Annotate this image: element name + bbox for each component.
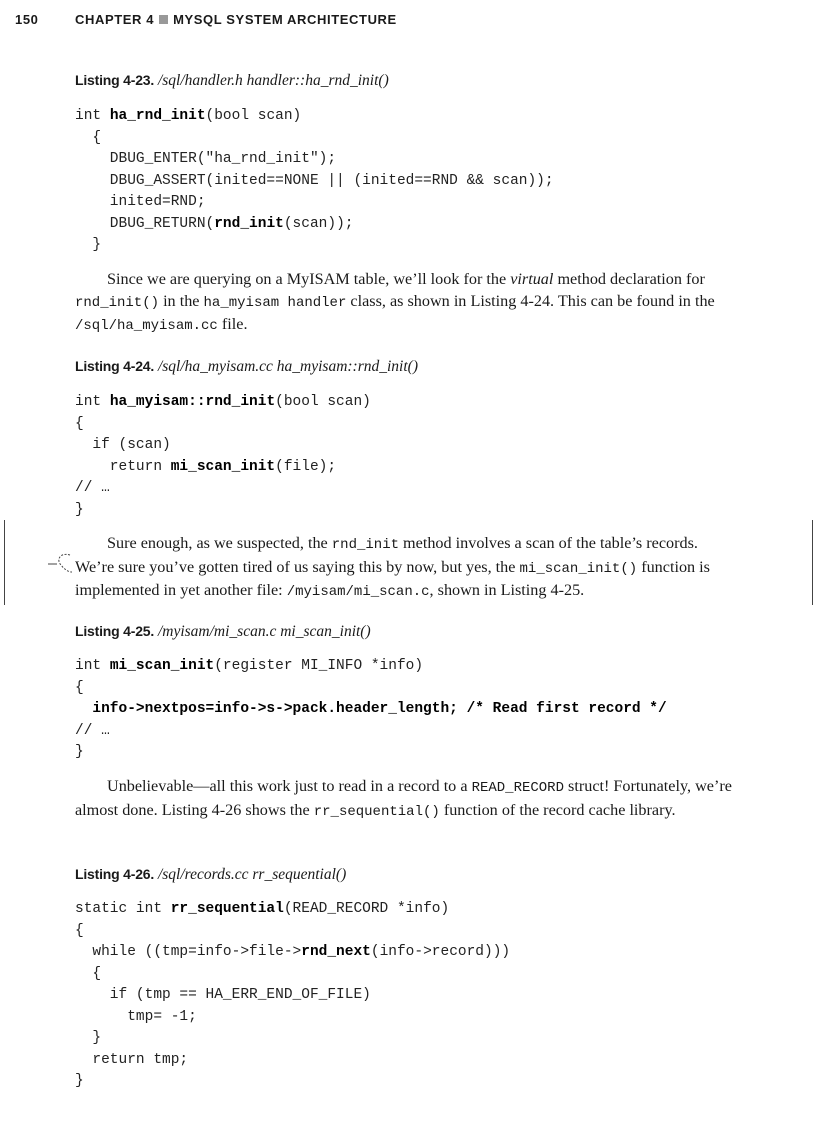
code-line [75, 130, 101, 146]
code-line [75, 923, 84, 939]
page-number: 150 [15, 12, 39, 27]
chapter-label: CHAPTER 4 [75, 12, 155, 27]
paragraph-text: method involves a scan of the table’s records. We’re sure you’ve gotten tired of us saying this by now, but yes, the [75, 534, 698, 576]
code-identifier: rr_sequential [170, 901, 284, 917]
paragraph-text: function of the record cache library. [439, 800, 676, 819]
code-identifier: mi_scan_init [170, 458, 276, 475]
code-line [75, 216, 353, 232]
code-text: if (tmp == HA_ERR_END_OF_FILE) [75, 987, 371, 1003]
listing-title: /sql/ha_myisam.cc ha_myisam::rnd_init() [157, 358, 418, 375]
listing-title: /sql/records.cc rr_sequential() [157, 866, 347, 883]
code-line [75, 1052, 188, 1068]
inline-code: rr_sequential() [313, 803, 440, 820]
running-head [75, 12, 397, 27]
code-text: int [75, 394, 110, 410]
paragraph-text: function is implemented in yet another file: [75, 557, 710, 599]
code-line [75, 502, 84, 518]
code-line [75, 701, 667, 717]
body-paragraph-1 [75, 269, 740, 338]
code-line [75, 237, 101, 253]
listing-title: /sql/handler.h handler::ha_rnd_init() [157, 72, 389, 89]
code-text: DBUG_ENTER("ha_rnd_init"); [75, 151, 337, 167]
code-text: (scan)); [283, 215, 354, 232]
code-text: inited=RND; [75, 194, 206, 210]
insertion-mark-icon [48, 552, 74, 576]
body-paragraph-2 [75, 533, 740, 604]
code-text: // … [75, 722, 110, 739]
inline-code: mi_scan_init() [519, 560, 638, 577]
inline-code: /sql/ha_myisam.cc [75, 318, 218, 334]
code-text: (register MI_INFO *info) [214, 658, 424, 674]
code-text: int [75, 658, 110, 674]
code-line [75, 966, 101, 982]
code-text: { [75, 415, 84, 432]
code-line [75, 459, 336, 475]
code-line [75, 480, 110, 496]
code-line [75, 394, 371, 410]
code-line [75, 1030, 101, 1046]
listing-caption-4-23 [75, 72, 389, 90]
code-line [75, 901, 449, 917]
paragraph-text: in the [159, 291, 204, 310]
code-text: } [75, 1073, 84, 1089]
paragraph-text: , shown in Listing 4-25. [429, 581, 585, 599]
code-line [75, 723, 110, 739]
listing-caption-4-25 [75, 623, 371, 641]
code-line [75, 744, 84, 760]
listing-caption-4-26 [75, 866, 346, 884]
paragraph-text: file. [217, 315, 248, 333]
code-identifier: ha_rnd_init [109, 108, 206, 124]
code-line [75, 680, 84, 696]
code-line [75, 151, 336, 167]
code-text: // … [75, 480, 110, 496]
code-text: (file); [275, 458, 337, 475]
code-text: return [75, 458, 171, 475]
margin-change-bar-right [812, 520, 813, 605]
code-line [75, 1009, 197, 1025]
paragraph-text: Sure enough, as we suspected, the [107, 534, 332, 552]
code-text: { [75, 129, 102, 146]
code-text: { [75, 679, 84, 696]
code-text: tmp= -1; [75, 1008, 197, 1025]
paragraph-text: Since we are querying on a MyISAM table, we’ll look for the [107, 270, 511, 288]
code-text: } [75, 237, 102, 253]
inline-code: rnd_init [331, 537, 399, 553]
code-text: static int [75, 901, 171, 917]
separator-square-icon [159, 15, 168, 24]
code-line [75, 173, 554, 189]
emphasis-text: virtual [510, 270, 554, 288]
code-text: if (scan) [75, 437, 171, 453]
code-text: } [75, 744, 84, 760]
inline-code: ha_myisam handler [203, 294, 347, 311]
margin-change-bar-left [4, 520, 5, 605]
code-text: DBUG_RETURN( [75, 215, 215, 232]
code-line [75, 108, 301, 124]
code-text: (bool scan) [205, 108, 302, 124]
code-text: { [75, 965, 102, 982]
paragraph-text: Unbelievable—all this work just to read in a record to a [107, 777, 472, 795]
code-text: { [75, 922, 84, 939]
code-line [75, 437, 171, 453]
code-line [75, 194, 206, 210]
code-text: } [75, 501, 84, 518]
inline-code: rnd_init() [75, 294, 160, 311]
paragraph-text: method declaration for [553, 270, 705, 288]
code-identifier: mi_scan_init [109, 658, 215, 674]
code-line [75, 944, 510, 960]
code-block-4-23 [75, 106, 554, 257]
chapter-title: MYSQL SYSTEM ARCHITECTURE [173, 12, 397, 27]
code-line [75, 416, 84, 432]
code-block-4-26 [75, 899, 510, 1093]
code-text: DBUG_ASSERT(inited==NONE || (inited==RND && scan)); [75, 172, 554, 189]
code-block-4-25 [75, 656, 667, 764]
code-identifier: rnd_next [301, 944, 371, 960]
listing-label: Listing 4-23. [75, 72, 155, 88]
code-text: (bool scan) [275, 394, 371, 410]
code-text: int [75, 108, 110, 124]
code-text: (READ_RECORD *info) [283, 901, 450, 917]
listing-caption-4-24 [75, 358, 418, 376]
code-line [75, 987, 371, 1003]
code-text: while ((tmp=info->file-> [75, 944, 302, 960]
code-line [75, 658, 423, 674]
code-identifier: info->nextpos=info->s->pack.header_length; /* Read first record */ [92, 701, 667, 717]
code-identifier: rnd_init [214, 215, 284, 232]
code-text: (info->record))) [370, 944, 511, 960]
listing-label: Listing 4-26. [75, 866, 155, 882]
code-text: return tmp; [75, 1051, 189, 1068]
code-text: } [75, 1030, 102, 1046]
paragraph-text: struct! Fortunately, we’re almost done. Listing 4-26 shows the [75, 777, 732, 819]
code-block-4-24 [75, 392, 371, 521]
paragraph-text: class, as shown in Listing 4-24. This can be found in the [346, 291, 715, 310]
listing-label: Listing 4-25. [75, 623, 155, 639]
inline-code: /myisam/mi_scan.c [286, 584, 430, 600]
code-identifier: ha_myisam::rnd_init [109, 394, 276, 410]
body-paragraph-3 [75, 776, 740, 823]
code-text [75, 701, 92, 717]
listing-label: Listing 4-24. [75, 358, 155, 374]
code-line [75, 1073, 84, 1089]
inline-code: READ_RECORD [471, 780, 564, 796]
listing-title: /myisam/mi_scan.c mi_scan_init() [157, 623, 371, 640]
